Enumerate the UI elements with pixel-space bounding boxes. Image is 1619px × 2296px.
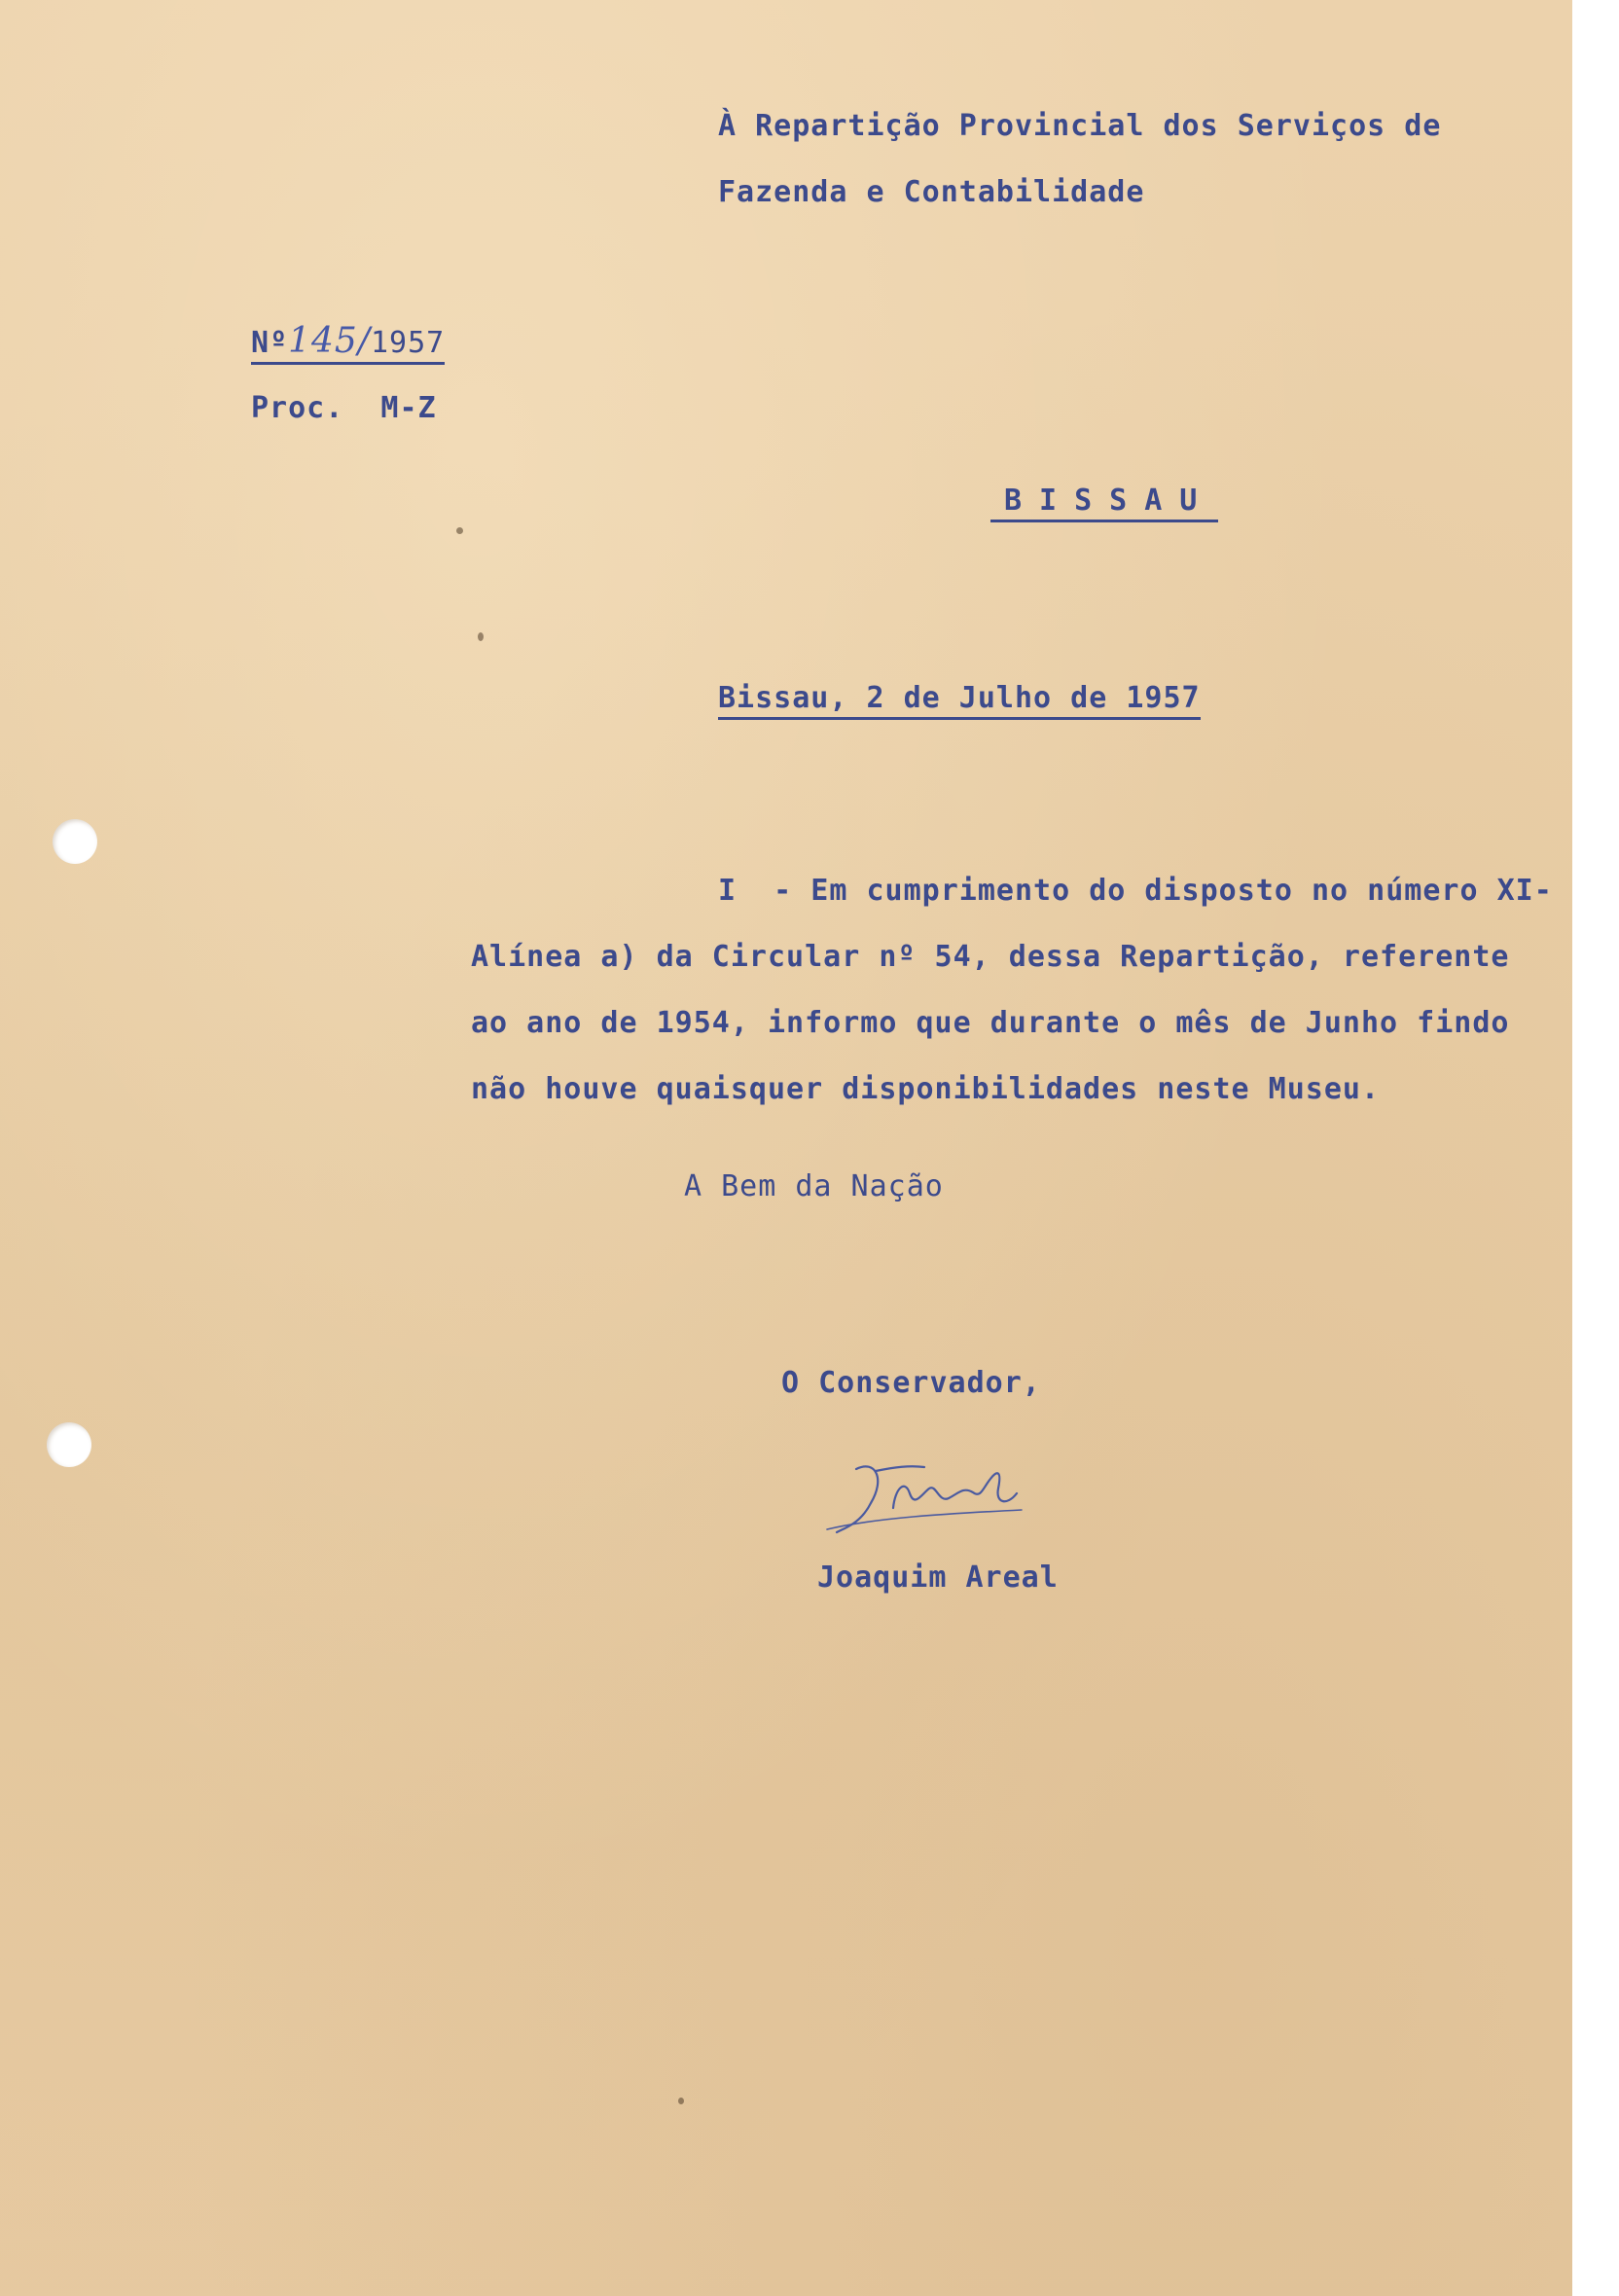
handwritten-signature [817,1450,1070,1547]
body-line-1: I - Em cumprimento do disposto no número XI- [718,874,1553,908]
city-heading-text: BISSAU [990,484,1218,522]
reference-prefix: Nº [251,326,289,360]
body-line-4: não houve quaisquer disponibilidades neste Museu. [471,1072,1381,1106]
paper-speck [478,632,484,641]
reference-separator: / [357,321,371,361]
signatory-title: O Conservador, [781,1366,1041,1400]
city-heading [990,484,1218,518]
process-code: Proc. M-Z [251,391,437,425]
punch-hole-top [53,819,97,864]
addressee-line-1: À Repartição Provincial dos Serviços de [718,109,1442,143]
addressee-line-2: Fazenda e Contabilidade [718,175,1145,209]
paper-speck [456,527,463,534]
date-line [718,681,1201,715]
date-line-text: Bissau, 2 de Julho de 1957 [718,681,1201,720]
body-line-3: ao ano de 1954, informo que durante o mês de Junho findo [471,1006,1510,1040]
signature-icon [817,1450,1070,1547]
signatory-name: Joaquim Areal [817,1561,1059,1595]
page-edge [1572,0,1596,2296]
body-line-2: Alínea a) da Circular nº 54, dessa Repartição, referente [471,940,1510,974]
punch-hole-bottom [47,1422,91,1467]
reference-year: 1957 [370,326,446,360]
reference-number-underlined [251,321,446,365]
paper-speck [678,2098,684,2104]
reference-handwritten-number: 145 [288,321,358,361]
reference-number [251,321,445,361]
closing-salutation: A Bem da Nação [684,1169,944,1203]
